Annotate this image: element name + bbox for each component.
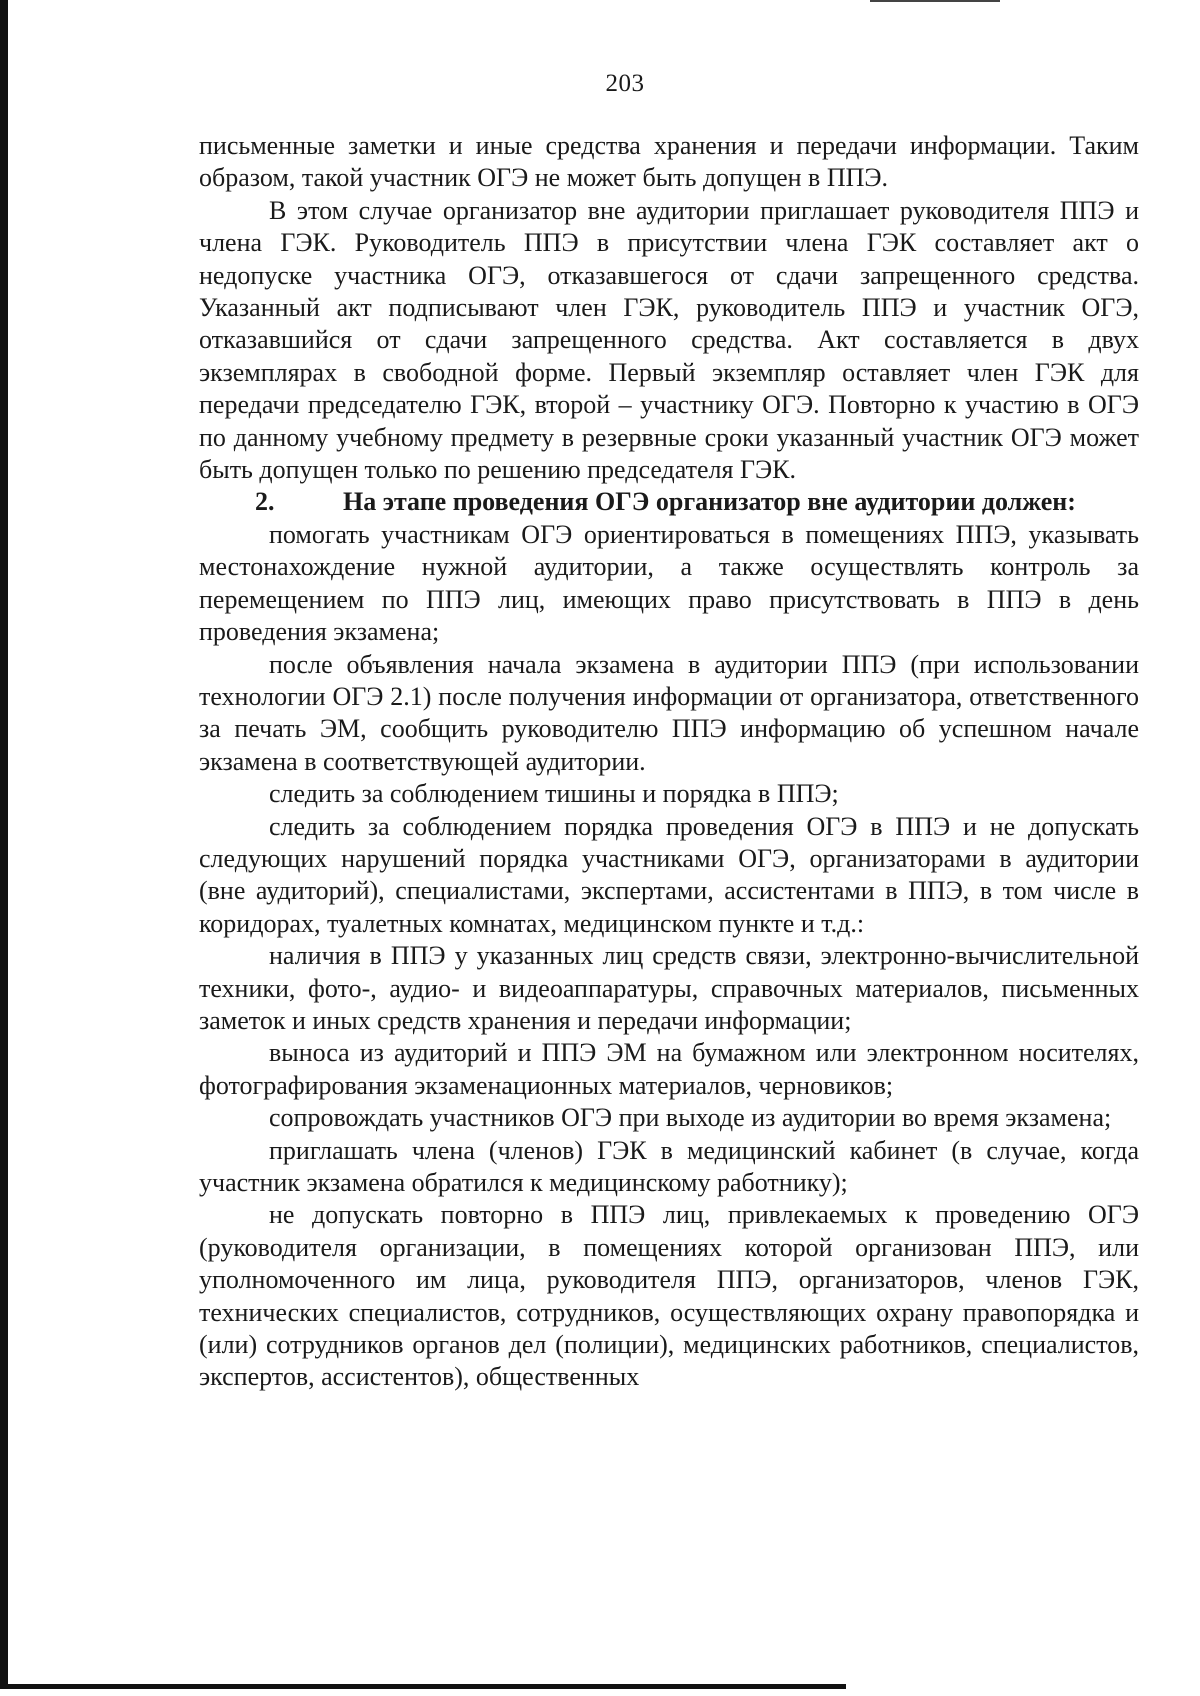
paragraph: выноса из аудиторий и ППЭ ЭМ на бумажном или электронном носителях, фотографирования экзаменационных материалов, черновиков; [199, 1038, 1139, 1100]
section-number: 2. [255, 487, 275, 517]
paragraph: письменные заметки и иные средства хранения и передачи информации. Таким образом, такой участник ОГЭ не может быть допущен в ППЭ. [199, 131, 1139, 193]
page-number: 203 [605, 70, 645, 97]
document-body [199, 130, 1139, 1394]
paragraph: сопровождать участников ОГЭ при выходе из аудитории во время экзамена; [269, 1103, 1112, 1133]
section-heading-text: На этапе проведения ОГЭ организатор вне аудитории должен: [343, 487, 1076, 517]
paragraph: после объявления начала экзамена в аудитории ППЭ (при использовании технологии ОГЭ 2.1) после получения информации от организатора, ответственного за печать ЭМ, сообщить руководителю ППЭ информацию об успешном начале экзамена в соответствующей аудитории. [199, 649, 1139, 776]
paragraph: приглашать члена (членов) ГЭК в медицинский кабинет (в случае, когда участник экзамена обратился к медицинскому работнику); [199, 1135, 1139, 1197]
paragraph: следить за соблюдением тишины и порядка в ППЭ; [269, 779, 839, 809]
paragraph: не допускать повторно в ППЭ лиц, привлекаемых к проведению ОГЭ (руководителя организации, в помещениях которой организован ППЭ, или уполномоченного им лица, руководителя ППЭ, организаторов, членов ГЭК, технических специалистов, сотрудников, осуществляющих охрану правопорядка и (или) сотрудников органов дел (полиции), медицинских работников, специалистов, экспертов, ассистентов), общественных [199, 1200, 1139, 1392]
paragraph: наличия в ППЭ у указанных лиц средств связи, электронно-вычислительной техники, фото-, аудио- и видеоаппаратуры, справочных материалов, письменных заметок и иных средств хранения и передачи информации; [199, 941, 1139, 1035]
scan-mark-top [870, 0, 1000, 2]
paragraph: В этом случае организатор вне аудитории приглашает руководителя ППЭ и члена ГЭК. Руководитель ППЭ в присутствии члена ГЭК составляет акт о недопуске участника ОГЭ, отказавшегося от сдачи запрещенного средства. Указанный акт подписывают член ГЭК, руководитель ППЭ и участник ОГЭ, отказавшийся от сдачи запрещенного средства. Акт составляется в двух экземплярах в свободной форме. Первый экземпляр оставляет член ГЭК для передачи председателю ГЭК, второй – участнику ОГЭ. Повторно к участию в ОГЭ по данному учебному предмету в резервные сроки указанный участник ОГЭ может быть допущен только по решению председателя ГЭК. [199, 195, 1139, 485]
section-heading [199, 486, 1139, 518]
scan-edge-bottom [0, 1684, 846, 1689]
paragraph: следить за соблюдением порядка проведения ОГЭ в ППЭ и не допускать следующих нарушений порядка участниками ОГЭ, организаторами в аудитории (вне аудиторий), специалистами, экспертами, ассистентами в ППЭ, в том числе в коридорах, туалетных комнатах, медицинском пункте и т.д.: [199, 811, 1139, 938]
scan-edge-left [0, 0, 8, 1684]
paragraph: помогать участникам ОГЭ ориентироваться в помещениях ППЭ, указывать местонахождение нужной аудитории, а также осуществлять контроль за перемещением по ППЭ лиц, имеющих право присутствовать в ППЭ в день проведения экзамена; [199, 519, 1139, 647]
